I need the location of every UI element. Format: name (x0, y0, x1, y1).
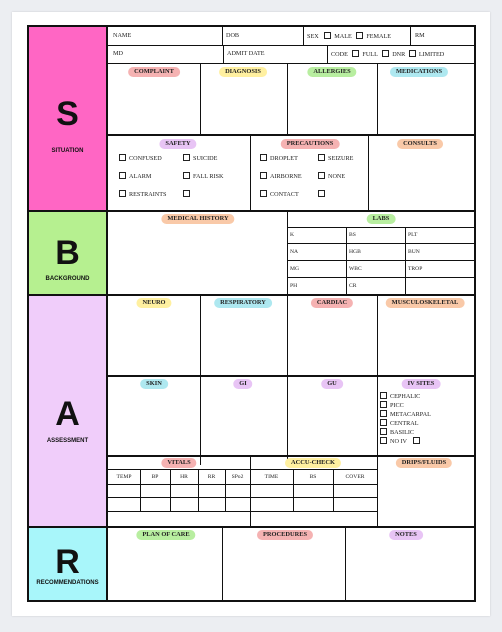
vitals-col-hr: HR (180, 474, 188, 480)
checkbox-icon[interactable] (380, 401, 387, 408)
lab-plt: PLT (408, 232, 418, 238)
checkbox-icon[interactable] (380, 410, 387, 417)
limited-label: LIMITED (418, 51, 445, 58)
dob-label: DOB (226, 32, 240, 39)
checkbox-icon[interactable] (380, 428, 387, 435)
precaution-blank[interactable] (318, 190, 328, 199)
name-label: NAME (113, 32, 132, 39)
vitals-col-spo2: SPo2 (231, 474, 244, 480)
vitals-heading: VITALS (161, 458, 196, 468)
admit-date-label: ADMIT DATE (227, 50, 265, 57)
iv-basilic[interactable]: BASILIC (380, 428, 414, 437)
lab-wbc: WBC (349, 266, 362, 272)
precaution-droplet[interactable]: DROPLET (260, 154, 298, 163)
iv-picc[interactable]: PICC (380, 401, 404, 410)
checkbox-icon[interactable] (318, 154, 325, 161)
female-checkbox[interactable] (356, 32, 363, 39)
lab-bun: BUN (408, 249, 420, 255)
checkbox-icon[interactable] (380, 437, 387, 444)
precaution-airborne[interactable]: AIRBORNE (260, 172, 302, 181)
code-label (331, 50, 444, 59)
gu-heading: GU (321, 379, 343, 389)
procedures-heading: PROCEDURES (257, 530, 313, 540)
background-block (29, 210, 108, 294)
accu-col-bs: BS (309, 474, 317, 480)
diagnosis-heading: DIAGNOSIS (219, 67, 267, 77)
checkbox-icon[interactable] (183, 154, 190, 161)
form-page (12, 12, 490, 616)
labs-heading: LABS (367, 214, 396, 224)
checkbox-icon[interactable] (260, 172, 267, 179)
neuro-heading: NEURO (136, 298, 171, 308)
lab-bs: BS (349, 232, 356, 238)
lab-hgb: HGB (349, 249, 361, 255)
assessment-word: ASSESSMENT (46, 438, 89, 444)
recommendations-letter: R (55, 543, 80, 581)
checkbox-icon[interactable] (183, 190, 190, 197)
male-checkbox[interactable] (324, 32, 331, 39)
precaution-seizure[interactable]: SEIZURE (318, 154, 353, 163)
safety-heading: SAFETY (159, 139, 196, 149)
plan-of-care-heading: PLAN OF CARE (136, 530, 195, 540)
recommendations-word: RECOMMENDATIONS (36, 580, 99, 586)
male-label: MALE (334, 33, 352, 40)
checkbox-icon[interactable] (318, 190, 325, 197)
situation-letter: S (56, 95, 79, 133)
recommendations-block (29, 526, 108, 600)
situation-block (29, 27, 108, 210)
full-label: FULL (362, 51, 378, 58)
checkbox-icon[interactable] (413, 437, 420, 444)
lab-na: NA (290, 249, 299, 255)
vitals-col-rr: RR (207, 474, 216, 480)
full-checkbox[interactable] (352, 50, 359, 57)
medications-heading: MEDICATIONS (390, 67, 448, 77)
medical-history-heading: MEDICAL HISTORY (161, 214, 234, 224)
musculoskeletal-heading: MUSCULOSKELETAL (386, 298, 465, 308)
cardiac-heading: CARDIAC (311, 298, 353, 308)
vitals-col-temp: TEMP (116, 474, 132, 480)
safety-blank[interactable] (183, 190, 193, 199)
background-word: BACKGROUND (45, 276, 90, 282)
accu-check-heading: ACCU-CHECK (285, 458, 341, 468)
lab-trop: TROP (408, 266, 423, 272)
dnr-checkbox[interactable] (382, 50, 389, 57)
assessment-block (29, 294, 108, 526)
sbar-form (27, 25, 476, 602)
skin-heading: SKIN (140, 379, 168, 389)
accu-col-cover: COVER (345, 474, 365, 480)
safety-confused[interactable]: CONFUSED (119, 154, 162, 163)
precaution-contact[interactable]: CONTACT (260, 190, 299, 199)
vitals-col-bp: BP (151, 474, 159, 480)
situation-word: SITUATION (51, 148, 84, 154)
sex-text: SEX (307, 33, 319, 40)
checkbox-icon[interactable] (260, 190, 267, 197)
lab-mg: MG (290, 266, 300, 272)
lab-ph: PH (290, 283, 298, 289)
checkbox-icon[interactable] (260, 154, 267, 161)
precautions-heading: PRECAUTIONS (281, 139, 340, 149)
drips-fluids-heading: DRIPS/FLUIDS (396, 458, 452, 468)
checkbox-icon[interactable] (380, 392, 387, 399)
safety-alarm[interactable]: ALARM (119, 172, 151, 181)
safety-suicide[interactable]: SUICIDE (183, 154, 217, 163)
allergies-heading: ALLERGIES (307, 67, 356, 77)
code-text: CODE (331, 51, 348, 58)
iv-metacarpal[interactable]: METACARPAL (380, 410, 431, 419)
checkbox-icon[interactable] (380, 419, 387, 426)
accu-col-time: TIME (264, 474, 279, 480)
safety-fall-risk[interactable]: FALL RISK (183, 172, 223, 181)
consults-heading: CONSULTS (397, 139, 443, 149)
checkbox-icon[interactable] (119, 190, 126, 197)
respiratory-heading: RESPIRATORY (214, 298, 272, 308)
lab-k: K (290, 232, 295, 238)
iv-no-iv[interactable]: NO IV (380, 437, 423, 446)
checkbox-icon[interactable] (119, 172, 126, 179)
checkbox-icon[interactable] (119, 154, 126, 161)
iv-sites-heading: IV SITES (402, 379, 441, 389)
md-label: MD (113, 50, 123, 57)
precaution-none[interactable]: NONE (318, 172, 345, 181)
lab-cr: CR (349, 283, 357, 289)
rm-label: RM (415, 32, 425, 39)
checkbox-icon[interactable] (318, 172, 325, 179)
sex-label (307, 32, 391, 41)
limited-checkbox[interactable] (409, 50, 416, 57)
gi-heading: GI (233, 379, 252, 389)
female-label: FEMALE (366, 33, 392, 40)
assessment-letter: A (55, 395, 80, 433)
complaint-heading: COMPLAINT (128, 67, 180, 77)
dnr-label: DNR (392, 51, 406, 58)
safety-restraints[interactable]: RESTRAINTS (119, 190, 166, 199)
notes-heading: NOTES (389, 530, 423, 540)
iv-cephalic[interactable]: CEPHALIC (380, 392, 420, 401)
checkbox-icon[interactable] (183, 172, 190, 179)
iv-central[interactable]: CENTRAL (380, 419, 419, 428)
background-letter: B (55, 234, 80, 272)
